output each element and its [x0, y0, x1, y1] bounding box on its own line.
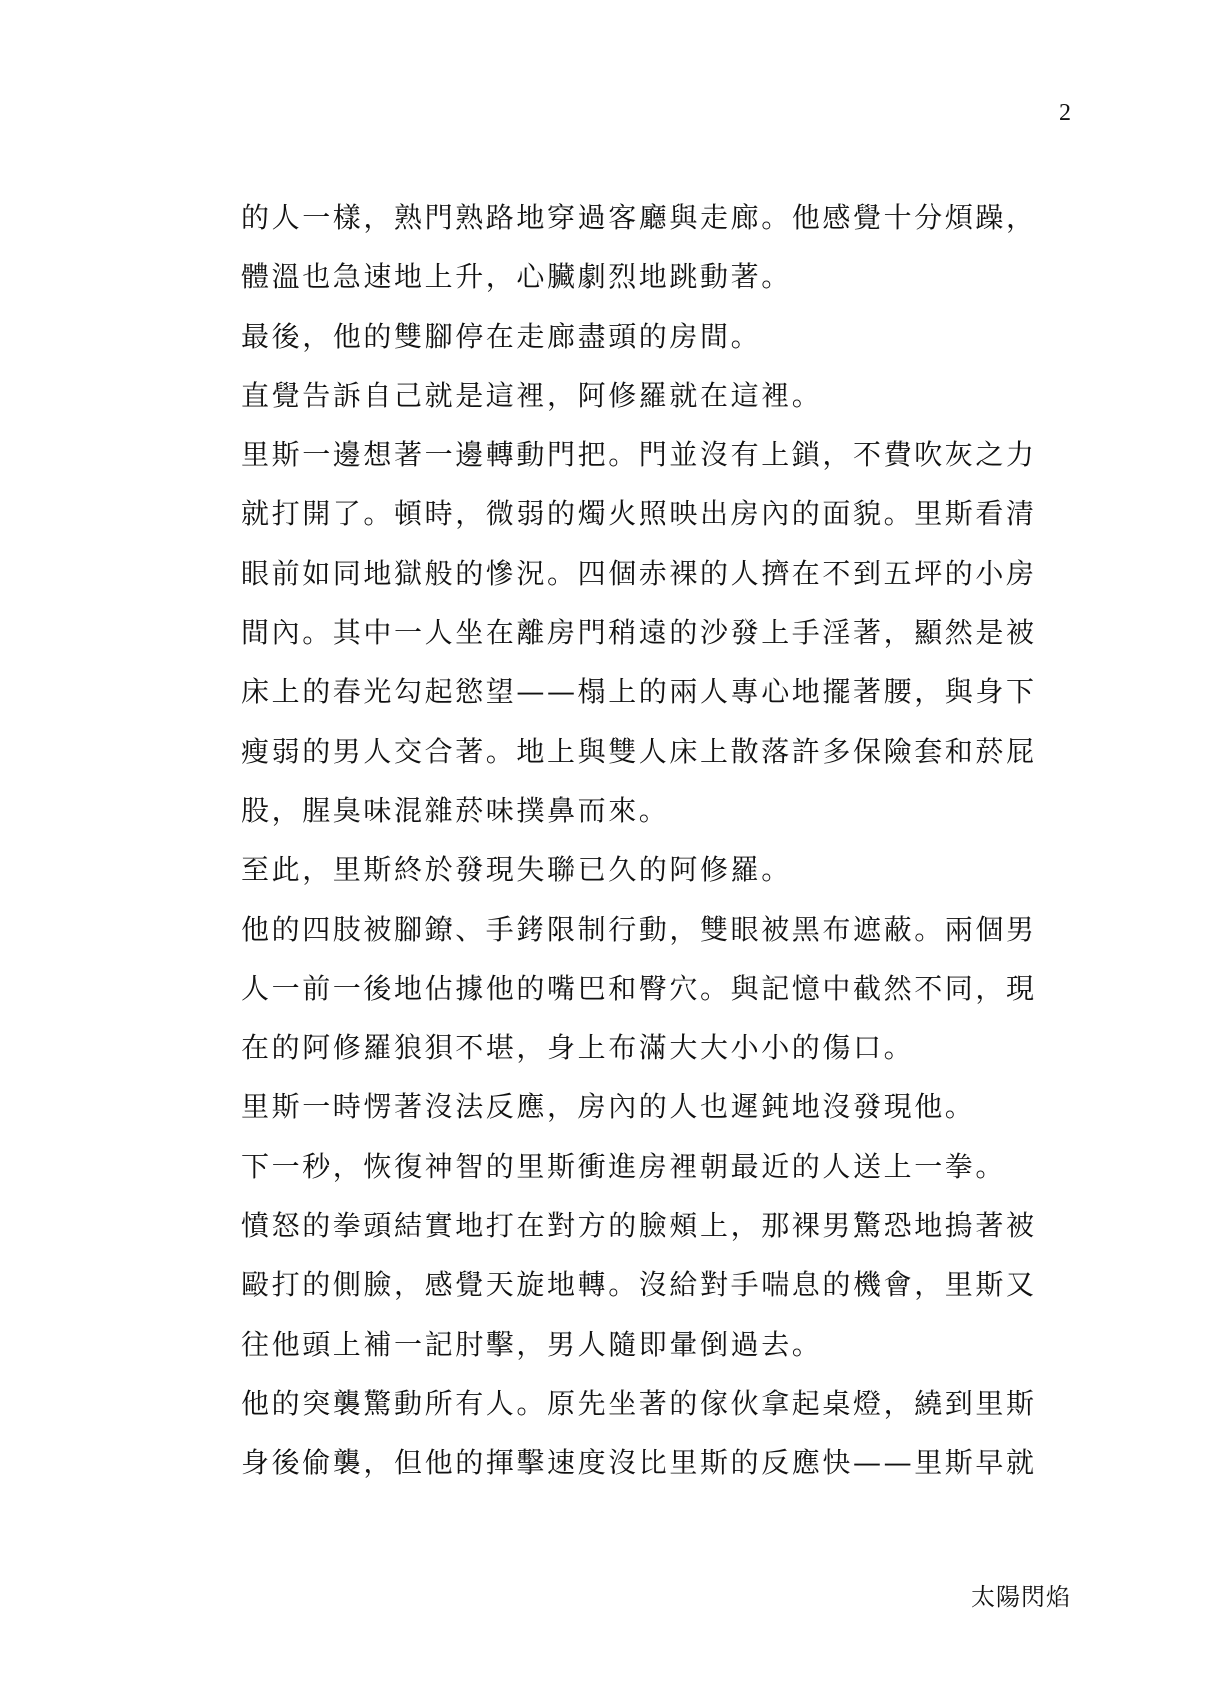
- text-line: 下一秒，恢復神智的里斯衝進房裡朝最近的人送上一拳。: [241, 1149, 1007, 1183]
- body-text: [241, 188, 1041, 1493]
- text-line: 里斯一邊想著一邊轉動門把。門並沒有上鎖，不費吹灰之力: [241, 438, 1037, 472]
- text-line: 里斯一時愣著沒法反應，房內的人也遲鈍地沒發現他。: [241, 1090, 976, 1124]
- text-line: 瘦弱的男人交合著。地上與雙人床上散落許多保險套和菸屁: [241, 734, 1037, 768]
- text-line: 憤怒的拳頭結實地打在對方的臉頰上，那裸男驚恐地摀著被: [241, 1209, 1037, 1243]
- text-line: 他的四肢被腳鐐、手銬限制行動，雙眼被黑布遮蔽。兩個男: [241, 912, 1037, 946]
- text-line: 毆打的側臉，感覺天旋地轉。沒給對手喘息的機會，里斯又: [241, 1268, 1037, 1302]
- page-number: 2: [1059, 100, 1071, 126]
- text-line: 在的阿修羅狼狽不堪，身上布滿大大小小的傷口。: [241, 1031, 915, 1065]
- text-line: 他的突襲驚動所有人。原先坐著的傢伙拿起桌燈，繞到里斯: [241, 1386, 1037, 1420]
- text-line: 眼前如同地獄般的慘況。四個赤裸的人擠在不到五坪的小房: [241, 556, 1037, 590]
- text-line: 間內。其中一人坐在離房門稍遠的沙發上手淫著，顯然是被: [241, 616, 1037, 650]
- text-line: 股，腥臭味混雜菸味撲鼻而來。: [241, 793, 670, 827]
- text-line: 直覺告訴自己就是這裡，阿修羅就在這裡。: [241, 378, 823, 412]
- text-line: 人一前一後地佔據他的嘴巴和臀穴。與記憶中截然不同，現: [241, 971, 1037, 1005]
- text-line: 床上的春光勾起慾望——榻上的兩人專心地擺著腰，與身下: [241, 675, 1037, 709]
- footer-author: 太陽閃焰: [971, 1583, 1071, 1611]
- text-line: 就打開了。頓時，微弱的燭火照映出房內的面貌。里斯看清: [241, 497, 1037, 531]
- text-line: 體溫也急速地上升，心臟劇烈地跳動著。: [241, 260, 792, 294]
- text-line: 的人一樣，熟門熟路地穿過客廳與走廊。他感覺十分煩躁，: [241, 201, 1037, 234]
- text-line: 身後偷襲，但他的揮擊速度沒比里斯的反應快——里斯早就: [241, 1446, 1037, 1480]
- text-line: 往他頭上補一記肘擊，男人隨即暈倒過去。: [241, 1327, 823, 1361]
- text-line: 最後，他的雙腳停在走廊盡頭的房間。: [241, 319, 762, 353]
- text-line: 至此，里斯終於發現失聯已久的阿修羅。: [241, 853, 792, 887]
